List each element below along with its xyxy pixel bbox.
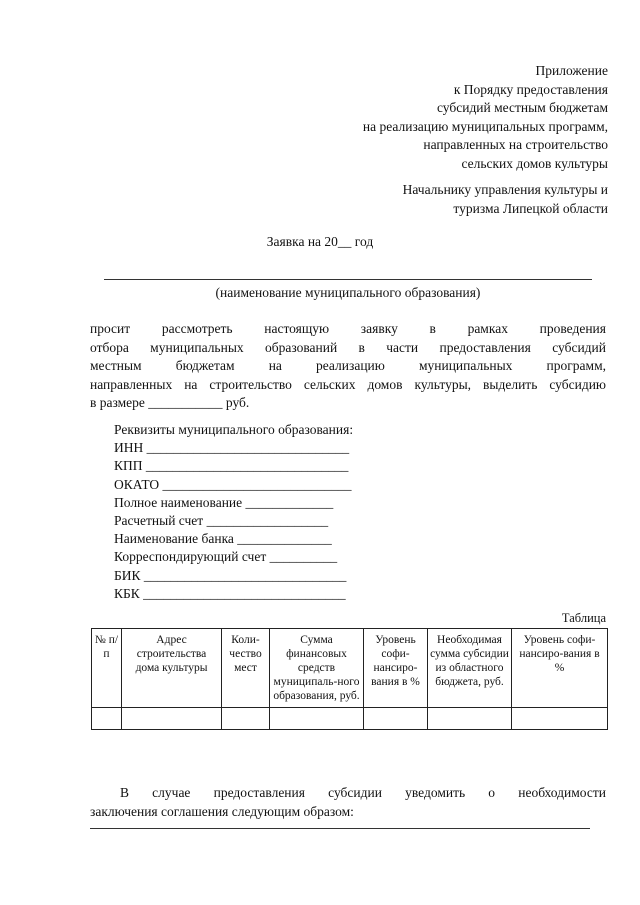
org-name-caption: (наименование муниципального образования)	[215, 285, 481, 300]
closing-line: заключения соглашения следующим образом:	[90, 803, 354, 819]
document-title: Заявка на 20__ год	[266, 234, 374, 249]
requisite-bik: БИК ______________________________	[114, 567, 347, 583]
addressee-line: Начальнику управления культуры и	[402, 182, 608, 197]
org-name-line	[104, 279, 592, 280]
table-header-cell: № п/п	[92, 629, 122, 708]
table-header-cell: Уровень софи-нансиро-вания в %	[364, 629, 428, 708]
requisite-full-name: Полное наименование _____________	[114, 494, 334, 510]
table-cell	[270, 708, 364, 730]
requisite-kpp: КПП ______________________________	[114, 458, 349, 474]
closing-line: В случае предоставления субсидии уведомить о необходимости	[120, 785, 606, 800]
table-header-cell: Коли-чество мест	[222, 629, 270, 708]
requisite-kbk: КБК ______________________________	[114, 585, 346, 601]
appendix-line: к Порядку предоставления	[453, 81, 608, 97]
table-cell	[512, 708, 608, 730]
table-header-cell: Адрес строительства дома культуры	[122, 629, 222, 708]
requisites-heading: Реквизиты муниципального образования:	[114, 422, 354, 437]
table-header-cell: Необходимая сумма субсидии из областного бюджета, руб.	[428, 629, 512, 708]
table-header-cell: Сумма финансовых средств муниципаль-ного образования, руб.	[270, 629, 364, 708]
notification-line	[90, 828, 590, 829]
requisite-account: Расчетный счет __________________	[114, 513, 329, 529]
request-line: в размере ___________ руб.	[90, 395, 250, 410]
table-cell	[428, 708, 512, 730]
request-line: отбора муниципальных образований в части предоставления субсидий	[90, 339, 606, 355]
addressee-line: туризма Липецкой области	[453, 200, 608, 216]
table-cell	[364, 708, 428, 730]
requisite-corr-account: Корреспондирующий счет __________	[114, 549, 338, 565]
requisites-block	[114, 421, 353, 603]
table-label: Таблица	[561, 611, 606, 625]
requisite-okato: ОКАТО ____________________________	[114, 476, 352, 492]
table-header-cell: Уровень софи-нансиро-вания в %	[512, 629, 608, 708]
requisite-inn: ИНН ______________________________	[114, 440, 350, 456]
appendix-line: Приложение	[535, 63, 608, 78]
request-paragraph	[90, 320, 606, 413]
table-cell	[222, 708, 270, 730]
table-cell	[92, 708, 122, 730]
table-row	[92, 708, 608, 730]
appendix-block	[363, 62, 608, 173]
request-line: направленных на строительство сельских домов культуры, выделить субсидию	[90, 376, 606, 392]
appendix-line: направленных на строительство	[423, 137, 608, 152]
appendix-line: сельских домов культуры	[461, 155, 608, 171]
appendix-line: субсидий местным бюджетам	[436, 100, 608, 115]
table-cell	[122, 708, 222, 730]
request-line: местным бюджетам на реализацию муниципальных программ,	[90, 358, 606, 373]
table-header-row	[92, 629, 608, 708]
requisite-bank: Наименование банка ______________	[114, 531, 332, 547]
addressee-block	[403, 181, 608, 218]
appendix-line: на реализацию муниципальных программ,	[362, 118, 608, 134]
subsidy-table	[91, 628, 608, 730]
closing-paragraph	[90, 784, 606, 821]
request-line: просит рассмотреть настоящую заявку в рамках проведения	[90, 321, 606, 336]
